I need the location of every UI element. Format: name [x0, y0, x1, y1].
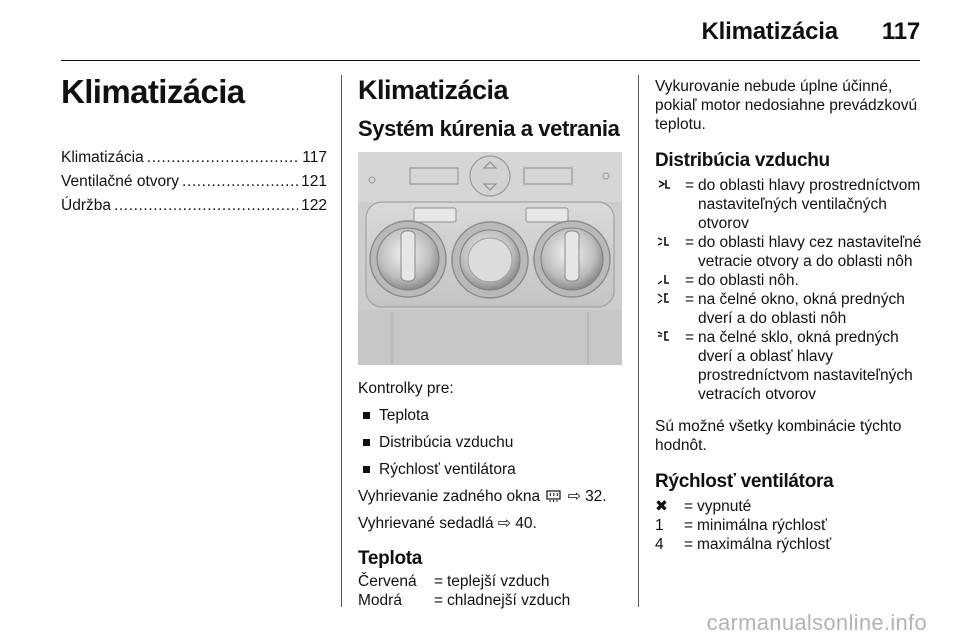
- fan-speed-heading: Rýchlosť ventilátora: [655, 471, 834, 492]
- air-distribution-heading: Distribúcia vzduchu: [655, 150, 830, 171]
- toc-entry[interactable]: [61, 194, 327, 218]
- bullet-square-icon: [363, 466, 370, 473]
- toc-entry-page: 121: [301, 173, 327, 190]
- fan-speed-table: [655, 497, 923, 554]
- air-distribution-table: [655, 176, 923, 404]
- watermark: carmanualsonline.info: [706, 610, 927, 635]
- toc-entry-title: Ventilačné otvory: [61, 173, 180, 190]
- reference-arrow-icon: ⇨: [567, 488, 581, 505]
- toc-entry-title: Údržba: [61, 197, 111, 214]
- column-2: [358, 72, 624, 610]
- section-heading: Klimatizácia: [358, 75, 509, 105]
- table-row: = na čelné sklo, okná predných dverí a oblasť hlavy prostredníctvom nastaviteľných vetracích otvorov: [655, 328, 923, 404]
- toc-entry-title: Klimatizácia: [61, 149, 144, 166]
- list-item: Rýchlosť ventilátora: [358, 460, 624, 479]
- chapter-title: Klimatizácia: [61, 73, 245, 110]
- reference-arrow-icon: ⇨: [497, 515, 511, 532]
- table-row: Modrá = chladnejší vzduch: [358, 592, 571, 609]
- column-3: [655, 72, 923, 554]
- subsection-heading: Systém kúrenia a vetrania: [358, 116, 620, 141]
- table-row: = do oblasti hlavy cez nastaviteľné vetracie otvory a do oblasti nôh: [655, 233, 923, 271]
- table-row: = do oblasti nôh.: [655, 271, 923, 290]
- table-row: = na čelné okno, okná predných dverí a do oblasti nôh: [655, 290, 923, 328]
- temperature-heading: Teplota: [358, 548, 423, 569]
- column-1: [61, 72, 327, 218]
- controls-intro: Kontrolky pre:: [358, 380, 454, 397]
- table-row: = do oblasti hlavy prostredníctvom nastaviteľných ventilačných otvorov: [655, 176, 923, 233]
- toc-leader-dots: [114, 194, 298, 218]
- table-row: 1 = minimálna rýchlosť: [655, 517, 827, 534]
- table-row: ✖ = vypnuté: [655, 498, 752, 515]
- heating-note: Vykurovanie nebude úplne účinné, pokiaľ motor nedosiahne prevádzkovú teplotu.: [655, 78, 918, 133]
- toc-entry-page: 117: [302, 149, 327, 166]
- rear-window-heating-reference: Vyhrievanie zadného okna ⇨ 32.: [358, 488, 607, 505]
- column-divider-2: [638, 75, 639, 607]
- heated-seats-reference: Vyhrievané sedadlá ⇨ 40.: [358, 515, 537, 532]
- combinations-note: Sú možné všetky kombinácie týchto hodnôt.: [655, 418, 902, 454]
- toc-entry-page: 122: [301, 197, 327, 214]
- fan-off-icon: ✖: [655, 498, 668, 515]
- bullet-square-icon: [363, 412, 370, 419]
- header-rule: [61, 60, 920, 61]
- airflow-windscreen-feet-icon: [657, 293, 672, 305]
- airflow-feet-icon: [657, 274, 672, 286]
- table-row: 4 = maximálna rýchlosť: [655, 536, 832, 553]
- toc-leader-dots: [147, 146, 300, 170]
- running-head-section: Klimatizácia: [701, 18, 838, 45]
- toc-leader-dots: [182, 170, 298, 194]
- table-row: Červená = teplejší vzduch: [358, 573, 550, 590]
- rear-window-page-link[interactable]: 32.: [585, 488, 607, 505]
- climate-control-panel-image: [358, 152, 622, 365]
- table-of-contents: [61, 146, 327, 218]
- list-item: Teplota: [358, 406, 624, 425]
- list-item: Distribúcia vzduchu: [358, 433, 624, 452]
- heated-seats-page-link[interactable]: 40.: [515, 515, 537, 532]
- airflow-head-feet-icon: [657, 236, 672, 248]
- airflow-head-icon: [657, 179, 672, 191]
- toc-entry[interactable]: [61, 146, 327, 170]
- controls-list: [358, 406, 624, 479]
- bullet-square-icon: [363, 439, 370, 446]
- toc-entry[interactable]: [61, 170, 327, 194]
- column-divider-1: [341, 75, 342, 607]
- temperature-table: [358, 572, 624, 610]
- running-head: [702, 16, 920, 48]
- page-number: 117: [881, 18, 920, 45]
- airflow-windscreen-head-icon: [657, 331, 672, 343]
- rear-window-heating-icon: [546, 490, 561, 502]
